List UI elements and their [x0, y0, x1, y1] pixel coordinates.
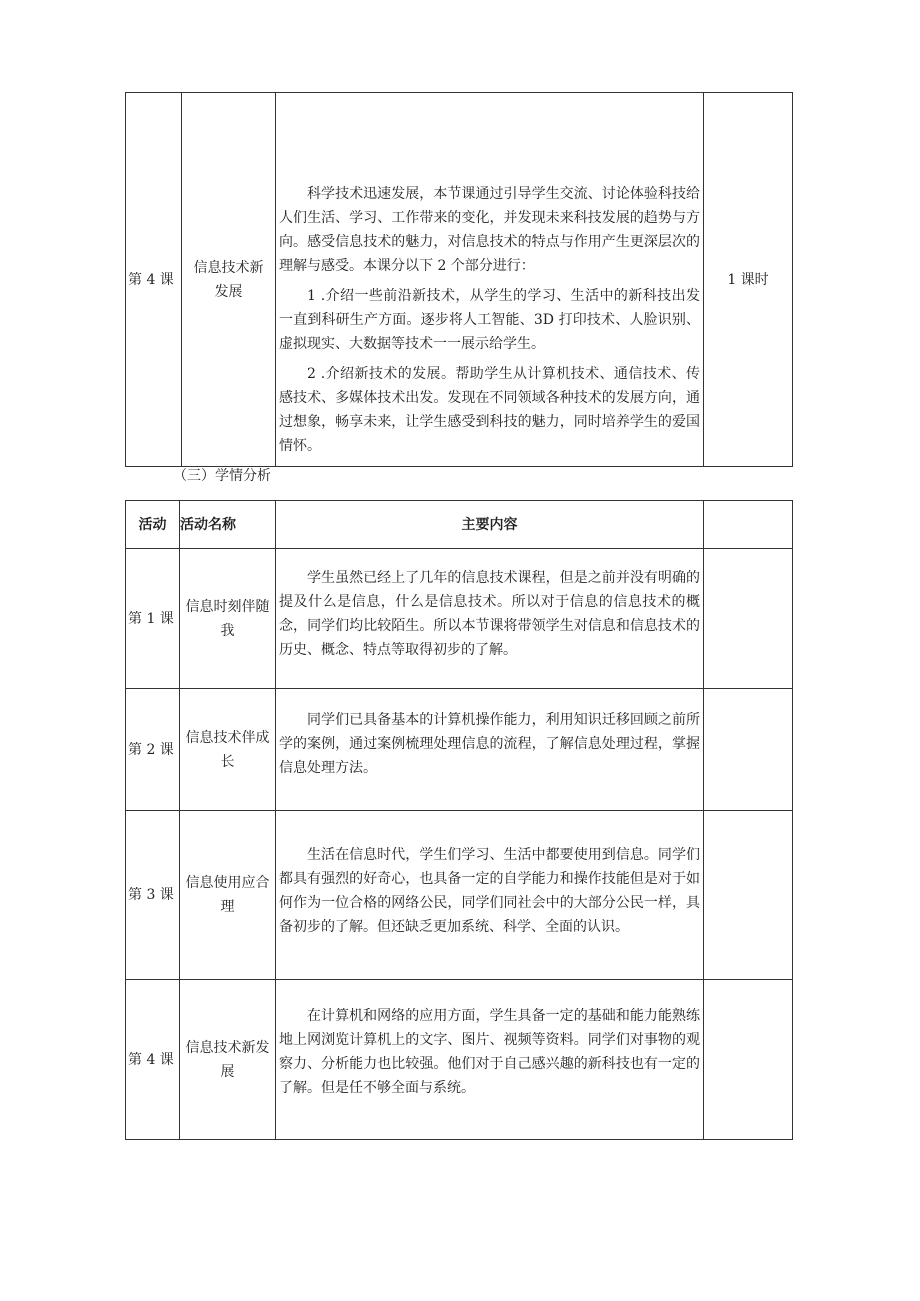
extra-cell	[704, 689, 793, 811]
header-activity: 活动	[126, 501, 180, 549]
hours-cell: 1 课时	[704, 93, 793, 467]
content-paragraph: 2 .介绍新技术的发展。帮助学生从计算机技术、通信技术、传感技术、多媒体技术出发。发现在不同领域各种技术的发展方向，通过想象，畅享未来，让学生感受到科技的魅力，同时培养学生的爱国情怀。	[279, 366, 700, 454]
content-paragraph: 科学技术迅速发展，本节课通过引导学生交流、讨论体验科技给人们生活、学习、工作带来的变化，并发现未来科技发展的趋势与方向。感受信息技术的魅力，对信息技术的特点与作用产生更深层次的理解与感受。本课分以下 2 个部分进行：	[279, 186, 700, 274]
section-heading: （三）学情分析	[173, 468, 271, 484]
table-row	[126, 549, 793, 689]
activity-name-cell: 信息技术新发展	[180, 980, 276, 1140]
extra-cell	[704, 980, 793, 1140]
header-content: 主要内容	[276, 501, 704, 549]
header-extra	[704, 501, 793, 549]
content-paragraph: 生活在信息时代，学生们学习、生活中都要使用到信息。同学们都具有强烈的好奇心，也具备一定的自学能力和操作技能但是对于如何作为一位合格的网络公民，同学们同社会中的大部分公民一样，具备初步的了解。但还缺乏更加系统、科学、全面的认识。	[279, 847, 700, 935]
activity-name-cell: 信息使用应合理	[180, 811, 276, 980]
extra-cell	[704, 549, 793, 689]
extra-cell	[704, 811, 793, 980]
content-cell	[276, 93, 704, 467]
table-row	[126, 689, 793, 811]
content-cell	[276, 549, 704, 689]
table-row	[126, 93, 793, 467]
activity-name-cell	[182, 93, 276, 467]
table-row	[126, 980, 793, 1140]
activity-cell: 第 3 课	[126, 811, 180, 980]
content-cell	[276, 689, 704, 811]
content-paragraph: 学生虽然已经上了几年的信息技术课程，但是之前并没有明确的提及什么是信息，什么是信息技术。所以对于信息的信息技术的概念，同学们均比较陌生。所以本节课将带领学生对信息和信息技术的历史、概念、特点等取得初步的了解。	[279, 569, 700, 658]
content-paragraph: 1 .介绍一些前沿新技术，从学生的学习、生活中的新科技出发一直到科研生产方面。逐步将人工智能、3D 打印技术、人脸识别、虚拟现实、大数据等技术一一展示给学生。	[279, 288, 700, 352]
activity-cell: 第 2 课	[126, 689, 180, 811]
content-cell	[276, 980, 704, 1140]
learner-analysis-table	[125, 500, 793, 1140]
activity-cell: 第 1 课	[126, 549, 180, 689]
activity-cell: 第 4 课	[126, 980, 180, 1140]
activity-name-cell: 信息时刻伴随我	[180, 549, 276, 689]
content-paragraph: 同学们已具备基本的计算机操作能力，利用知识迁移回顾之前所学的案例，通过案例梳理处理信息的流程，了解信息处理过程，掌握信息处理方法。	[279, 711, 700, 776]
content-cell	[276, 811, 704, 980]
table-header-row	[126, 501, 793, 549]
header-activity-name: 活动名称	[180, 501, 276, 549]
course-content-table	[125, 92, 793, 467]
content-paragraph: 在计算机和网络的应用方面，学生具备一定的基础和能力能熟练地上网浏览计算机上的文字、图片、视频等资料。同学们对事物的观察力、分析能力也比较强。他们对于自己感兴趣的新科技也有一定的了解。但是任不够全面与系统。	[279, 1007, 700, 1096]
activity-cell: 第 4 课	[126, 93, 182, 467]
activity-name: 信息技术新发展	[193, 259, 264, 300]
table-row	[126, 811, 793, 980]
activity-name-cell: 信息技术伴成长	[180, 689, 276, 811]
